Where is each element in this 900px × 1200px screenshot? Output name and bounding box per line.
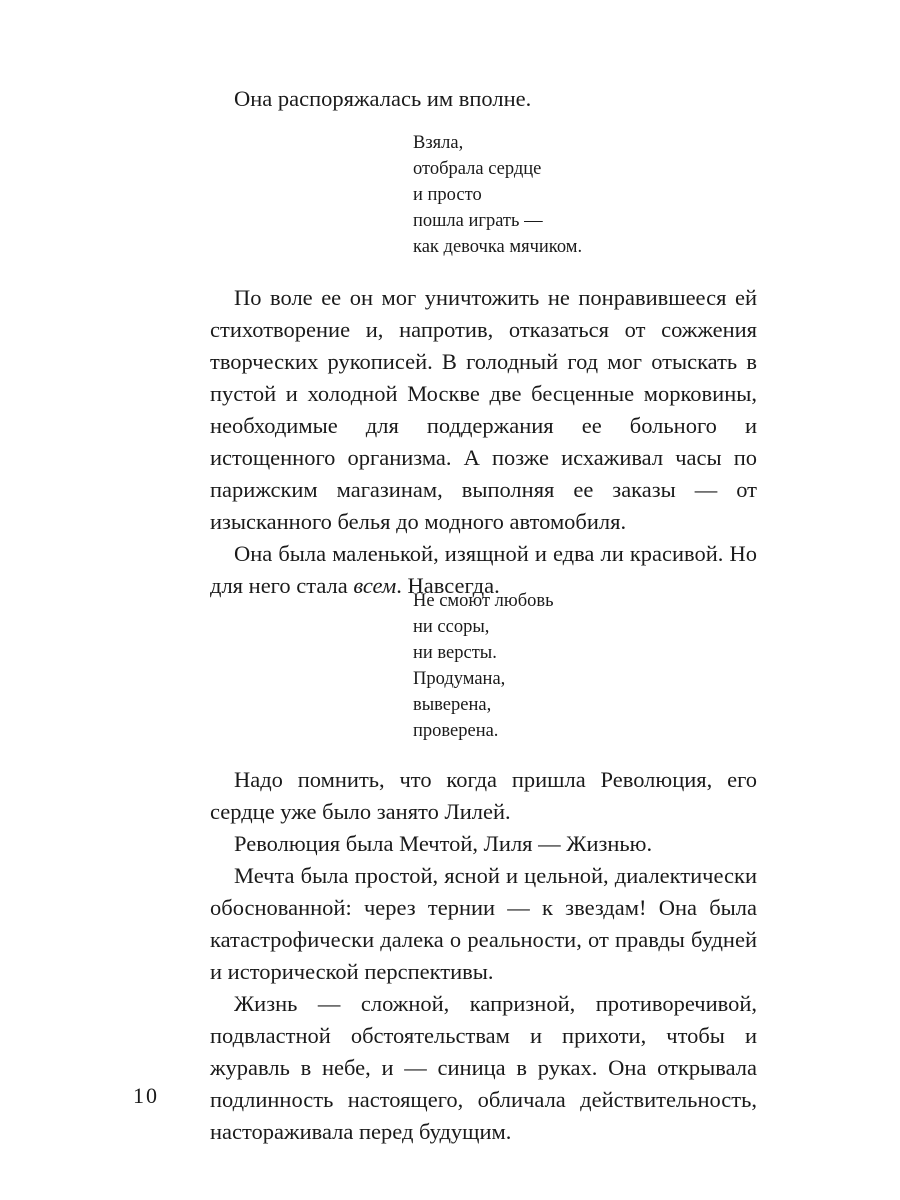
verse-stanza-2: [413, 588, 554, 744]
verse-line: ни версты.: [413, 643, 497, 663]
paragraph: Она распоряжалась им вполне.: [234, 86, 532, 111]
paragraph: Революция была Мечтой, Лиля — Жизнью.: [234, 831, 653, 856]
paragraph: Мечта была простой, ясной и цельной, диалектически обоснованной: через тернии — к звездам! Она была катастрофически далека о реальности, от правды будней и исторической перспективы.: [210, 863, 757, 984]
page-number: 10: [133, 1083, 159, 1108]
paragraph-text: . Навсегда.: [396, 573, 500, 598]
verse-line: пошла играть —: [413, 211, 543, 231]
verse-line: и просто: [413, 185, 482, 205]
verse-line: как девочка мячиком.: [413, 237, 583, 257]
verse-stanza-1: [413, 130, 582, 260]
paragraph-text: Она была маленькой, изящной и едва ли красивой. Но для него стала: [210, 541, 757, 598]
paragraph: Надо помнить, что когда пришла Революция, его сердце уже было занято Лилей.: [210, 767, 757, 824]
verse-line: выверена,: [413, 695, 492, 715]
paragraph: Жизнь — сложной, капризной, противоречивой, подвластной обстоятельствам и прихоти, чтобы и журавль в небе, и — синица в руках. Она открывала подлинность настоящего, обличала действительность, настораживала перед будущим.: [210, 991, 757, 1144]
text-block-1: [210, 83, 757, 115]
verse-line: Не смоют любовь: [413, 591, 554, 611]
verse-line: Продумана,: [413, 669, 506, 689]
verse-line: ни ссоры,: [413, 617, 490, 637]
text-block-3: [210, 764, 757, 1148]
paragraph: По воле ее он мог уничтожить не понравившееся ей стихотворение и, напротив, отказаться от сожжения творческих рукописей. В голодный год мог отыскать в пустой и холодной Москве две бесценные морковины, необходимые для поддержания ее больного и истощенного организма. А позже исхаживал часы по парижским магазинам, выполняя ее заказы — от изысканного белья до модного автомобиля.: [210, 285, 757, 534]
verse-line: проверена.: [413, 721, 499, 741]
text-block-2: [210, 282, 757, 602]
verse-line: Взяла,: [413, 133, 464, 153]
emphasis-word: всем: [353, 573, 397, 598]
verse-line: отобрала сердце: [413, 159, 542, 179]
